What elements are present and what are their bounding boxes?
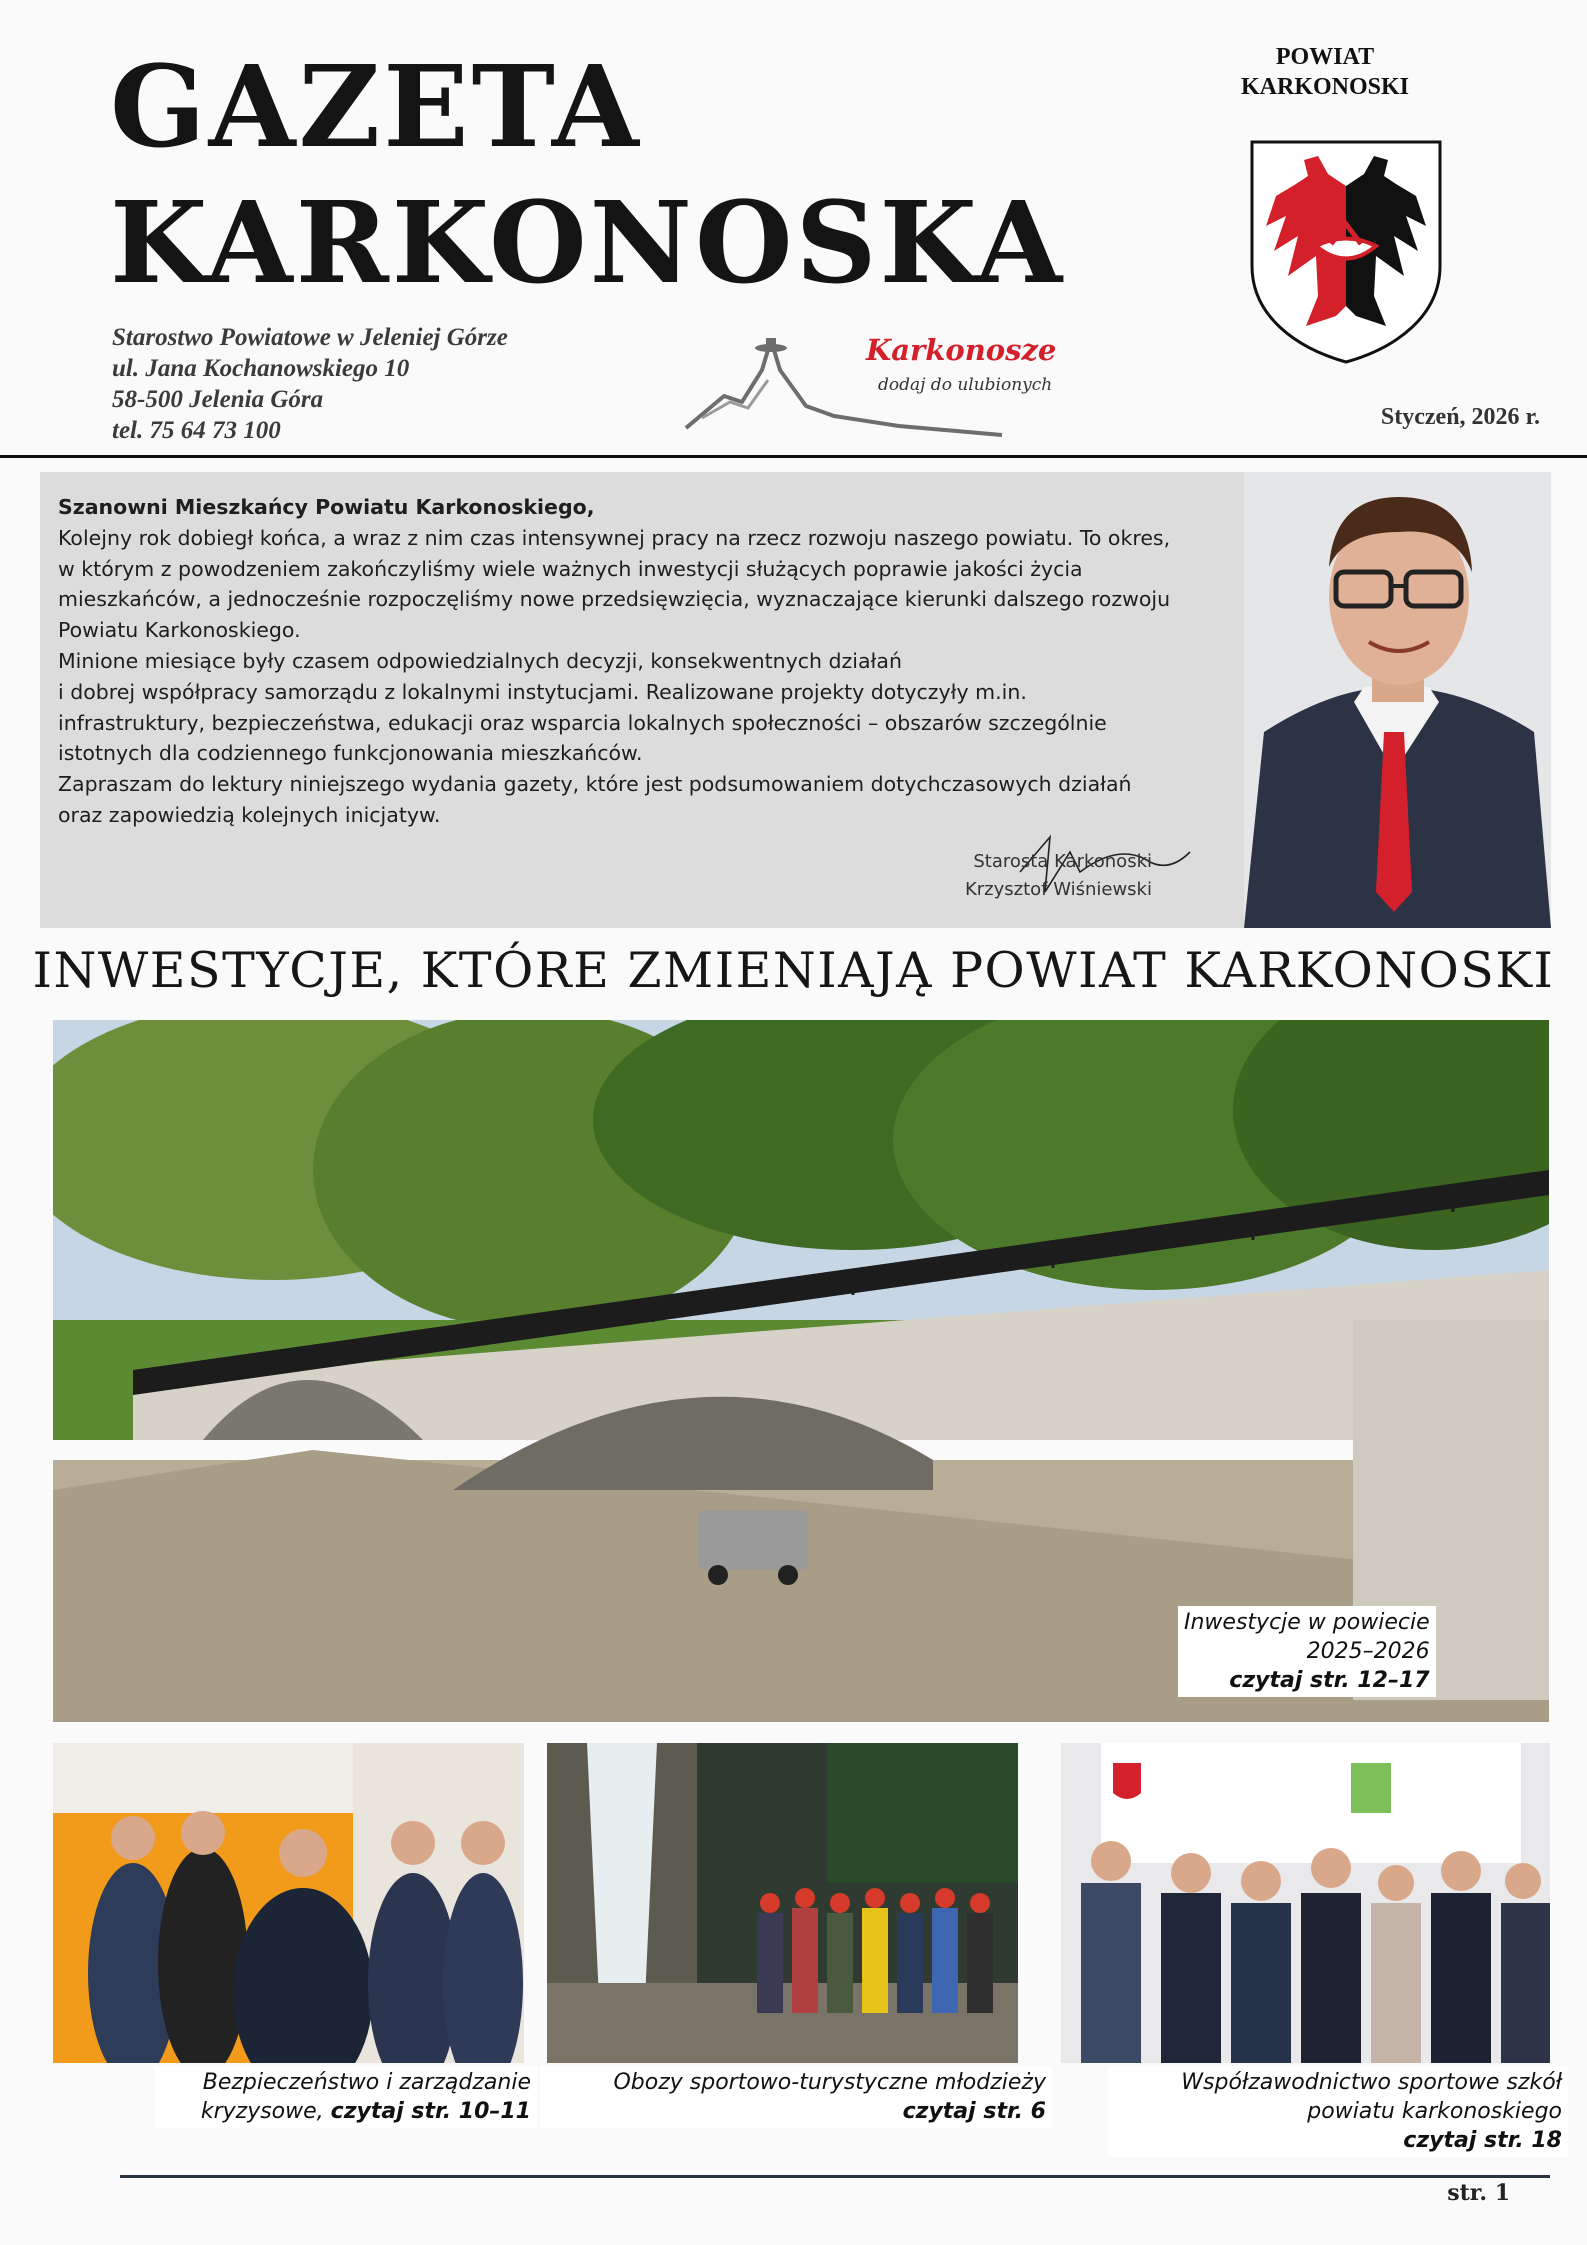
address-line-3: 58-500 Jelenia Góra xyxy=(112,386,324,413)
letter-greeting: Szanowni Mieszkańcy Powiatu Karkonoskiego, xyxy=(58,495,595,519)
caption-3-line-2: powiatu karkonoskiego xyxy=(1307,2099,1562,2124)
county-coat-of-arms-icon xyxy=(1246,136,1446,366)
caption-2-line-1: Obozy sportowo-turystyczne młodzieży xyxy=(613,2070,1046,2095)
masthead-line-1: GAZETA xyxy=(110,42,642,173)
caption-3-line-1: Współzawodnictwo sportowe szkół xyxy=(1181,2070,1562,2095)
county-line-2: KARKONOSKI xyxy=(1240,74,1410,100)
publisher-address xyxy=(112,322,508,446)
logo-brand-text: Karkonosze xyxy=(866,333,1057,367)
letter-line: istotnych dla codziennego funkcjonowania mieszkańców. xyxy=(58,741,643,766)
letter-line: Kolejny rok dobiegł końca, a wraz z nim czas intensywnej pracy na rzecz rozwoju naszego powiatu. To okres, xyxy=(58,525,1171,550)
header-divider xyxy=(0,455,1587,458)
address-line-2: ul. Jana Kochanowskiego 10 xyxy=(112,355,410,382)
school-sports-caption xyxy=(1108,2066,1568,2157)
logo-tagline: dodaj do ulubionych xyxy=(878,375,1053,395)
masthead-title xyxy=(110,40,1065,312)
issue-date: Styczeń, 2026 r. xyxy=(1380,404,1540,430)
karkonosze-logo xyxy=(684,330,1094,440)
county-name xyxy=(1205,42,1445,102)
letter-signature xyxy=(900,848,1152,904)
hero-caption-link[interactable] xyxy=(1184,1666,1430,1695)
hero-caption-link-text[interactable]: czytaj str. 12–17 xyxy=(1229,1668,1430,1693)
letter-line: mieszkańców, a jednocześnie rozpoczęliśmy nowe przedsięwzięcia, wyznaczające kierunki dalszego rozwoju xyxy=(58,587,1171,612)
editorial-letter-text xyxy=(58,492,1228,831)
caption-3-link[interactable]: czytaj str. 18 xyxy=(1403,2128,1562,2153)
page-number: str. 1 xyxy=(1447,2180,1510,2206)
starosta-portrait-photo xyxy=(1244,472,1551,928)
caption-2-link[interactable]: czytaj str. 6 xyxy=(902,2099,1046,2124)
signature-name: Krzysztof Wiśniewski xyxy=(964,879,1152,900)
school-sports-award-photo xyxy=(1061,1743,1550,2063)
county-line-1: POWIAT xyxy=(1275,44,1375,70)
letter-line: oraz zapowiedzią kolejnych inicjatyw. xyxy=(58,802,441,827)
caption-1-line-1: Bezpieczeństwo i zarządzanie xyxy=(202,2070,531,2095)
hero-caption-line-1: Inwestycje w powiecie xyxy=(1184,1610,1430,1635)
footer-divider xyxy=(120,2175,1550,2178)
letter-line: Zapraszam do lektury niniejszego wydania gazety, które jest podsumowaniem dotychczasowych działań xyxy=(58,772,1132,797)
masthead-line-2: KARKONOSKA xyxy=(110,178,1066,309)
youth-camp-caption xyxy=(540,2066,1052,2128)
letter-line: w którym z powodzeniem zakończyliśmy wiele ważnych inwestycji służących poprawie jakości życia xyxy=(58,556,1083,581)
letter-line: Minione miesiące były czasem odpowiedzialnych decyzji, konsekwentnych działań xyxy=(58,648,902,673)
youth-camp-photo xyxy=(547,1743,1018,2063)
signature-title: Starosta Karkonoski xyxy=(973,851,1152,872)
address-line-1: Starostwo Powiatowe w Jeleniej Górze xyxy=(112,324,508,351)
caption-1-line-2: kryzysowe, xyxy=(200,2099,324,2124)
crisis-management-photo xyxy=(53,1743,524,2063)
section-headline: INWESTYCJE, KTÓRE ZMIENIAJĄ POWIAT KARKONOSKI xyxy=(32,942,1555,999)
hero-caption-line-2: 2025–2026 xyxy=(1306,1639,1430,1664)
caption-1-link[interactable]: czytaj str. 10–11 xyxy=(330,2099,531,2124)
letter-line: Powiatu Karkonoskiego. xyxy=(58,618,301,643)
letter-line: i dobrej współpracy samorządu z lokalnymi instytucjami. Realizowane projekty dotyczyły m.in. xyxy=(58,679,1027,704)
hero-caption xyxy=(1178,1606,1436,1697)
crisis-management-caption xyxy=(155,2066,537,2128)
address-line-4: tel. 75 64 73 100 xyxy=(112,417,281,444)
letter-line: infrastruktury, bezpieczeństwa, edukacji oraz wsparcia lokalnych społeczności – obszarów szczególnie xyxy=(58,710,1107,735)
